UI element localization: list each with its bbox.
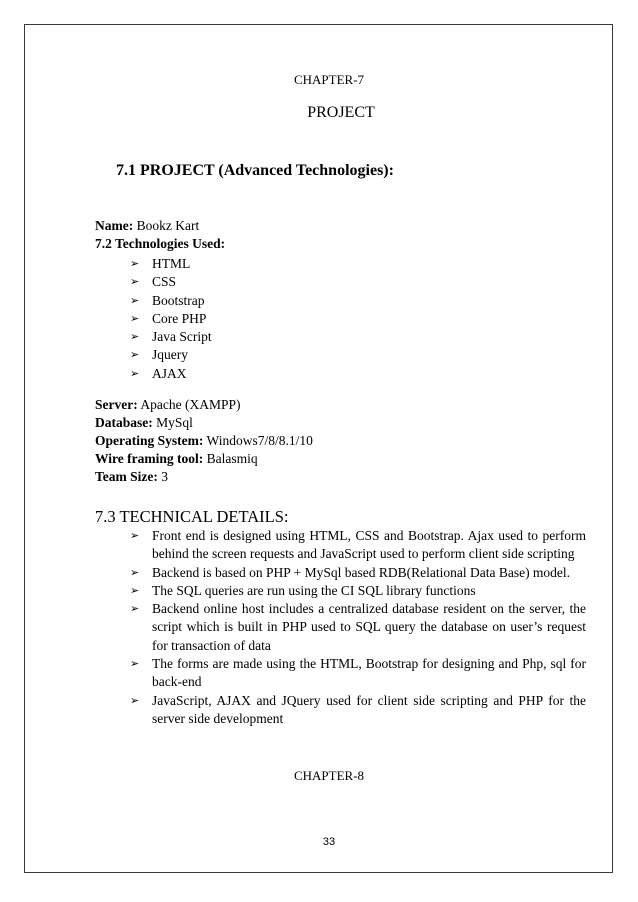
name-value: Bookz Kart (133, 218, 200, 233)
list-item (128, 655, 586, 692)
team-size-line (95, 469, 168, 485)
arrow-bullet-icon: ➢ (130, 602, 140, 616)
arrow-bullet-icon: ➢ (130, 275, 140, 289)
arrow-bullet-icon: ➢ (130, 529, 140, 542)
technologies-list (128, 255, 212, 383)
list-item (128, 346, 212, 364)
team-size-label: Team Size: (95, 469, 158, 484)
arrow-bullet-icon: ➢ (130, 657, 140, 671)
arrow-bullet-icon: ➢ (130, 311, 140, 325)
list-item (128, 582, 586, 600)
list-item-text: The forms are made using the HTML, Bootstrap for designing and Php, sql for back-end (152, 656, 586, 690)
server-label: Server: (95, 397, 138, 412)
server-value: Apache (XAMPP) (137, 397, 241, 412)
os-line (95, 433, 313, 449)
wireframe-label: Wire framing tool: (95, 451, 204, 466)
list-item (128, 564, 586, 582)
arrow-bullet-icon: ➢ (130, 693, 140, 707)
os-value: Windows7/8/8.1/10 (203, 433, 313, 448)
list-item-text: Bootstrap (152, 292, 205, 308)
list-item-text: Java Script (152, 329, 212, 345)
chapter-heading: CHAPTER-7 (293, 72, 365, 87)
section-7-2-heading: 7.2 Technologies Used: (95, 236, 226, 251)
list-item-text: AJAX (152, 365, 187, 381)
database-value: MySql (152, 415, 193, 430)
list-item-text: HTML (152, 256, 191, 271)
list-item-text: Backend online host includes a centralized database resident on the server, the script which is built in PHP used to SQL query the database on user’s request for transaction of data (152, 601, 586, 653)
name-label: Name: (95, 218, 134, 233)
list-item (128, 310, 212, 328)
list-item (128, 365, 212, 383)
list-item (128, 255, 212, 273)
list-item-text: Core PHP (152, 310, 207, 326)
os-label: Operating System: (95, 433, 204, 448)
arrow-bullet-icon: ➢ (130, 348, 140, 362)
arrow-bullet-icon: ➢ (130, 565, 140, 579)
list-item-text: Front end is designed using HTML, CSS and Bootstrap. Ajax used to perform behind the screen requests and JavaScript used to perform client side scripting (152, 528, 586, 562)
list-item (128, 328, 212, 346)
database-label: Database: (95, 415, 153, 430)
wireframe-value: Balasmiq (203, 451, 258, 466)
wireframe-line (95, 451, 258, 467)
technical-details-list (128, 527, 586, 728)
list-item-text: Jquery (152, 347, 188, 363)
section-7-1-heading: 7.1 PROJECT (Advanced Technologies): (116, 162, 394, 179)
list-item (128, 600, 586, 655)
list-item-text: Backend is based on PHP + MySql based RDB(Relational Data Base) model. (152, 564, 571, 580)
server-line (95, 397, 240, 413)
list-item-text: JavaScript, AJAX and JQuery used for client side scripting and PHP for the server side development (152, 692, 586, 726)
name-line (95, 218, 199, 234)
database-line (95, 415, 193, 431)
list-item-text: CSS (152, 274, 177, 290)
list-item (128, 273, 212, 291)
team-size-value: 3 (157, 469, 168, 484)
page-number: 33 (322, 836, 336, 848)
list-item (128, 292, 212, 310)
chapter-title: PROJECT (307, 104, 375, 121)
list-item (128, 527, 586, 564)
list-item (128, 692, 586, 729)
list-item-text: The SQL queries are run using the CI SQL library functions (152, 582, 476, 598)
arrow-bullet-icon: ➢ (130, 330, 140, 344)
section-7-3-heading: 7.3 TECHNICAL DETAILS: (95, 507, 289, 526)
arrow-bullet-icon: ➢ (130, 293, 140, 307)
next-chapter-heading: CHAPTER-8 (293, 768, 365, 783)
arrow-bullet-icon: ➢ (130, 257, 140, 270)
arrow-bullet-icon: ➢ (130, 366, 140, 380)
arrow-bullet-icon: ➢ (130, 583, 140, 597)
